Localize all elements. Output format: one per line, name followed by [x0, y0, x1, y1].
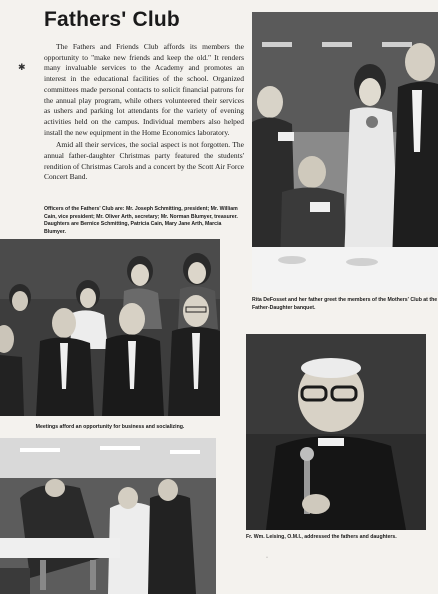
priest-photo [246, 334, 426, 530]
officers-photo [0, 239, 220, 416]
page-title: Fathers' Club [44, 8, 180, 31]
officers-caption: Officers of the Fathers' Club are: Mr. Joseph Schmitting, president; Mr. William Cain, vice president; Mr. Oliver Arth, secretary; Mr. Norman Blumyer, treasurer. Daughters are Bernice Schmitting, Patricia Cain, Mary Jane Arth, Marcia Blumyer. [44, 206, 238, 235]
paragraph-2: Amid all their services, the social aspect is not forgotten. The annual father-daughter Christmas party featured the students' rendition of Christmas Carols and a concert by the Scott Air Force Concert Band. [44, 140, 244, 182]
article-body [44, 42, 244, 185]
page-mark: · [266, 555, 268, 561]
paragraph-1: The Fathers and Friends Club affords its members the opportunity to "make new friends and keep the old." It renders many invaluable services to the Academy and promotes an interest in the educational facilities of the school. Organized committees made personal contacts to solicit financial patrons for the annual play program, while others volunteered their services as ushers and parking lot attendants for the variety of evening activities held on the campus. Individual members also helped install the new equipment in the Home Economics laboratory. [44, 42, 244, 137]
priest-caption: Fr. Wm. Leising, O.M.I., addressed the fathers and daughters. [246, 534, 397, 540]
meetings-caption: Meetings afford an opportunity for business and socializing. [35, 424, 185, 430]
banquet-photo [252, 12, 438, 292]
margin-mark: ✱ [18, 62, 26, 72]
banquet-caption: Rita DeFosset and her father greet the members of the Mothers' Club at the Father-Daughter banquet. [252, 297, 438, 311]
meeting-photo [0, 438, 216, 594]
